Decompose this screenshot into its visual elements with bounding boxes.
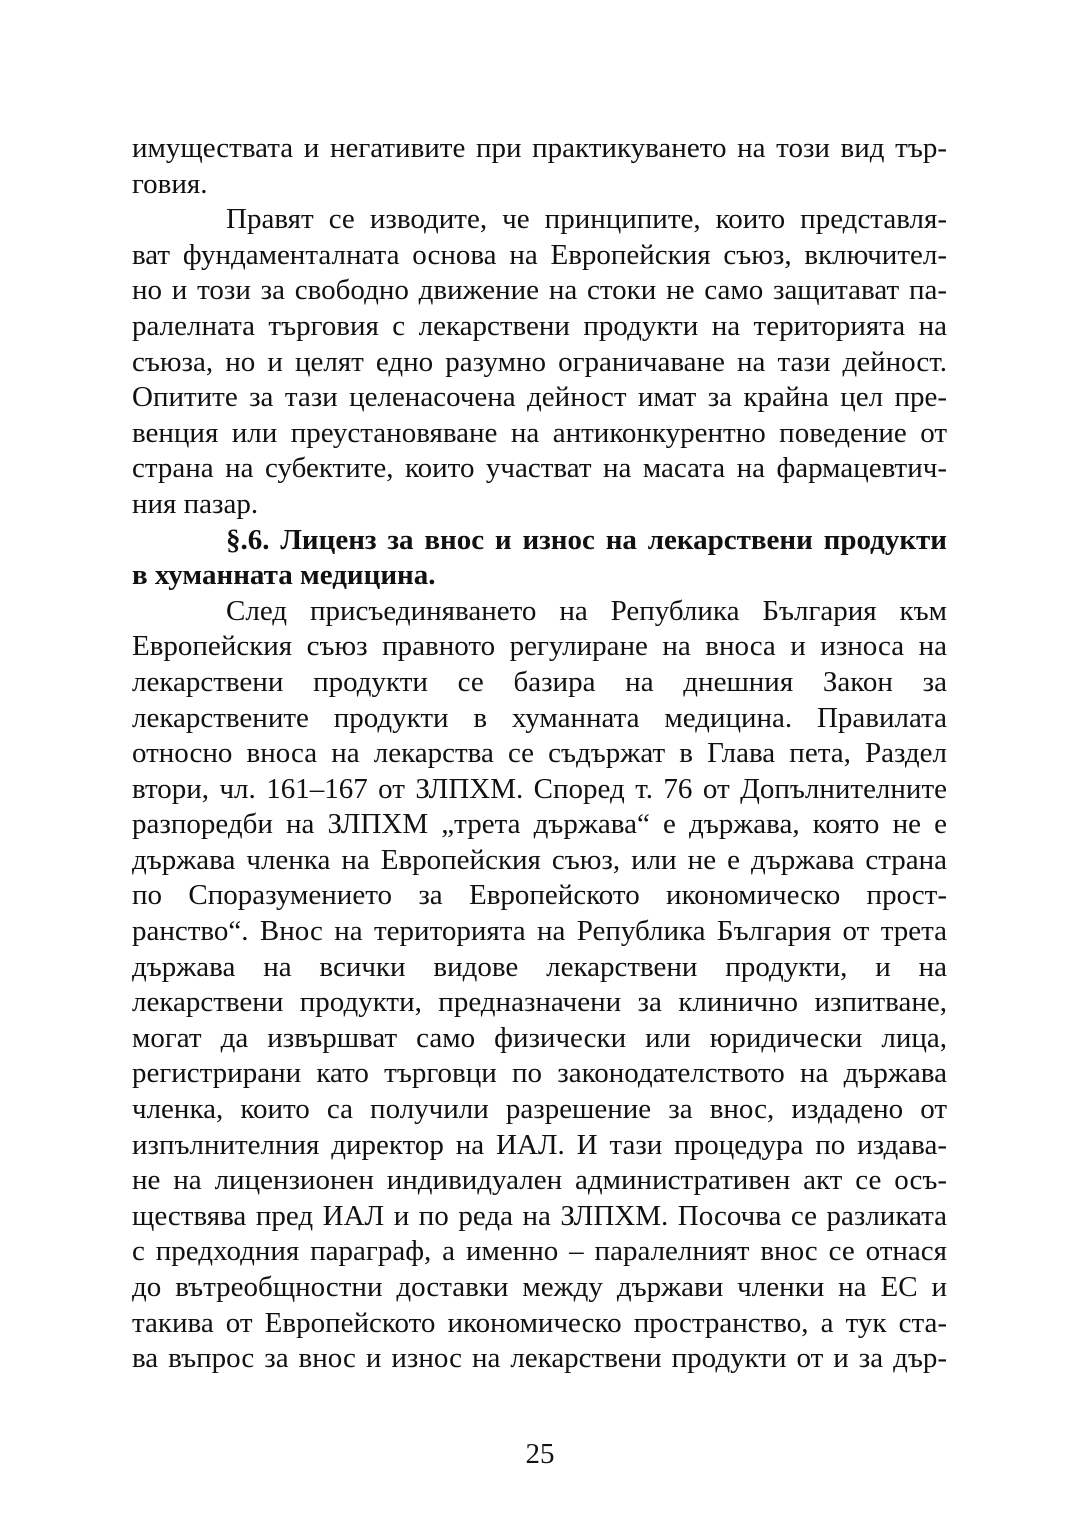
text-line: до вътреобщностни доставки между държави членки на ЕС и bbox=[132, 1271, 947, 1303]
text-line: регистрирани като търговци по законодателството на държава bbox=[132, 1057, 947, 1090]
text-line: Опитите за тази целенасочена дейност имат за крайна цел пре- bbox=[132, 381, 947, 414]
text-line: ва въпрос за внос и износ на лекарствени продукти от и за дър- bbox=[132, 1342, 947, 1375]
text-line: съюза, но и целят едно разумно ограничаване на тази дейност. bbox=[132, 345, 947, 378]
paragraph-continuation bbox=[132, 131, 947, 202]
section-heading bbox=[132, 523, 947, 594]
page-body bbox=[132, 131, 947, 1377]
page-number: 25 bbox=[525, 1438, 555, 1470]
text-line: могат да извършват само физически или юридически лица, bbox=[132, 1021, 947, 1054]
text-line: разпоредби на ЗЛПХМ „трета държава“ е държава, която не е bbox=[132, 808, 947, 841]
text-line: държава на всички видове лекарствени продукти, и на bbox=[132, 950, 947, 983]
text-line: ралелната търговия с лекарствени продукти на територията на bbox=[132, 309, 947, 342]
text-line: лекарствените продукти в хуманната медицина. Правилата bbox=[132, 701, 947, 734]
text-line: лекарствени продукти се базира на днешния Закон за bbox=[132, 665, 947, 698]
text-line: такива от Европейското икономическо пространство, а тук ста- bbox=[132, 1306, 947, 1339]
text-line: изпълнителния директор на ИАЛ. И тази процедура по издава- bbox=[132, 1128, 947, 1161]
text-line: лекарствени продукти, предназначени за клинично изпитване, bbox=[132, 986, 947, 1019]
heading-line: §.6. Лиценз за внос и износ на лекарствени продукти bbox=[226, 523, 947, 556]
text-line: говия. bbox=[132, 167, 208, 200]
text-line: венция или преустановяване на антиконкурентно поведение от bbox=[132, 416, 947, 449]
text-line: с предходния параграф, а именно – паралелният внос се отнася bbox=[132, 1235, 947, 1268]
text-line: страна на субектите, които участват на масата на фармацевтич- bbox=[132, 452, 947, 485]
text-line: по Споразумението за Европейското икономическо прост- bbox=[132, 879, 947, 912]
text-line: втори, чл. 161–167 от ЗЛПХМ. Според т. 76 от Допълнителните bbox=[132, 772, 947, 805]
heading-line: в хуманната медицина. bbox=[132, 559, 436, 592]
text-line: Европейския съюз правното регулиране на вноса и износа на bbox=[132, 630, 947, 663]
text-line: Правят се изводите, че принципите, които представля- bbox=[226, 203, 947, 236]
text-line: имуществата и негативите при практикуването на този вид тър- bbox=[132, 132, 947, 164]
text-line: ния пазар. bbox=[132, 487, 259, 520]
text-line: но и този за свободно движение на стоки не само защитават па- bbox=[132, 274, 947, 307]
text-line: ранство“. Внос на територията на Република България от трета bbox=[132, 915, 947, 948]
text-line: След присъединяването на Република България към bbox=[226, 594, 947, 627]
paragraph-conclusions bbox=[132, 202, 947, 522]
text-line: ват фундаменталната основа на Европейския съюз, включител- bbox=[132, 238, 947, 271]
text-line: членка, които са получили разрешение за внос, издадено от bbox=[132, 1093, 947, 1126]
text-line: не на лицензионен индивидуален административен акт се осъ- bbox=[132, 1164, 947, 1197]
text-line: ществява пред ИАЛ и по реда на ЗЛПХМ. Посочва се разликата bbox=[132, 1199, 947, 1232]
text-line: държава членка на Европейския съюз, или не е държава страна bbox=[132, 843, 947, 876]
text-line: относно вноса на лекарства се съдържат в Глава пета, Раздел bbox=[132, 737, 947, 770]
paragraph-import-license bbox=[132, 594, 947, 1377]
